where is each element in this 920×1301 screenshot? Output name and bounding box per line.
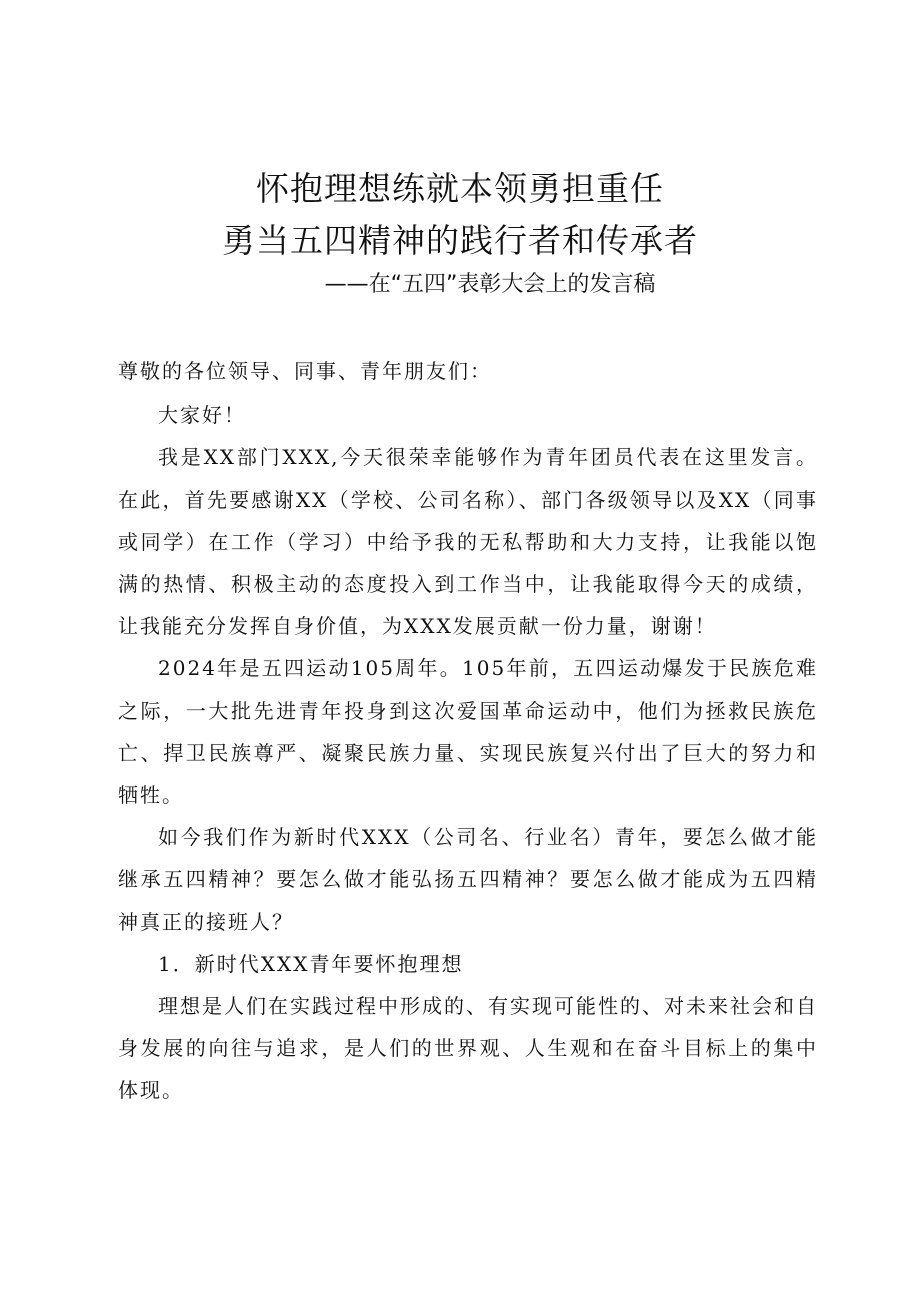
paragraph-history: 2024年是五四运动105周年。105年前，五四运动爆发于民族危难之际，一大批先进青年投身到这次爱国革命运动中，他们为拯救民族危亡、捍卫民族尊严、凝聚民族力量、实现民族复兴付出了巨大的努力和牺牲。 [118, 656, 818, 808]
section-1-heading: 1．新时代XXX青年要怀抱理想 [158, 951, 464, 976]
paragraph-intro: 我是XX部门XXX,今天很荣幸能够作为青年团员代表在这里发言。在此，首先要感谢XX（学校、公司名称）、部门各级领导以及XX（同事或同学）在工作（学习）中给予我的无私帮助和大力支持，让我能以饱满的热情、积极主动的态度投入到工作当中，让我能取得今天的成绩，让我能充分发挥自身价值，为XXX发展贡献一份力量，谢谢！ [118, 445, 818, 639]
salutation: 尊敬的各位领导、同事、青年朋友们： [118, 359, 492, 383]
greeting: 大家好！ [158, 403, 246, 428]
section-1-paragraph: 理想是人们在实践过程中形成的、有实现可能性的、对未来社会和自身发展的向往与追求，是人们的世界观、人生观和在奋斗目标上的集中体现。 [118, 994, 818, 1103]
title-block [0, 163, 920, 303]
subtitle: ——在“五四”表彰大会上的发言稿 [324, 272, 656, 297]
title-line-1: 怀抱理想练就本领勇担重任 [256, 169, 664, 208]
paragraph-question: 如今我们作为新时代XXX（公司名、行业名）青年，要怎么做才能继承五四精神？要怎么做才能弘扬五四精神？要怎么做才能成为五四精神真正的接班人？ [118, 825, 818, 934]
title-line-2: 勇当五四精神的践行者和传承者 [222, 221, 698, 260]
speech-body [118, 350, 818, 1112]
